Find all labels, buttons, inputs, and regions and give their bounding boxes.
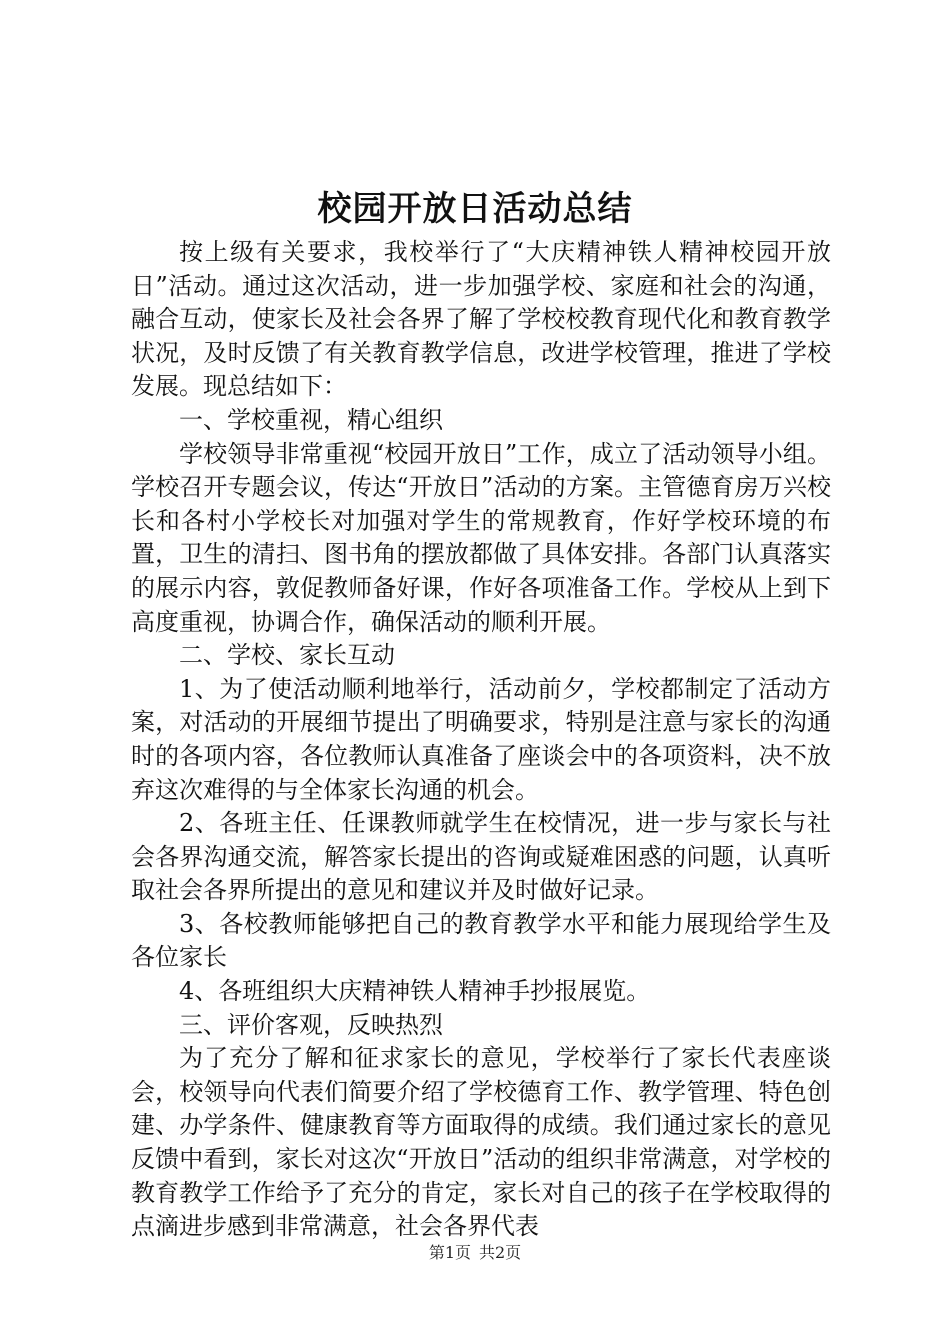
paragraph-intro: 按上级有关要求，我校举行了“大庆精神铁人精神校园开放日”活动。通过这次活动，进一步加强学校、家庭和社会的沟通，融合互动，使家长及社会各界了解了学校校教育现代化和教育教学状况，及时反馈了有关教育教学信息，改进学校管理，推进了学校发展。现总结如下： bbox=[131, 238, 831, 401]
section-heading-1: 一、学校重视，精心组织 bbox=[179, 405, 443, 434]
paragraph-item-1: 1、为了使活动顺利地举行，活动前夕，学校都制定了活动方案，对活动的开展细节提出了明确要求，特别是注意与家长的沟通时的各项内容，各位教师认真准备了座谈会中的各项资料，决不放弃这次难得的与全体家长沟通的机会。 bbox=[131, 674, 831, 804]
paragraph-item-3: 3、各校教师能够把自己的教育教学水平和能力展现给学生及各位家长 bbox=[131, 909, 831, 972]
page-number-current: 第1页 bbox=[428, 1243, 471, 1262]
document-body bbox=[131, 236, 831, 1244]
page-number-total: 共2页 bbox=[479, 1243, 522, 1262]
paragraph-item-2: 2、各班主任、任课教师就学生在校情况，进一步与家长与社会各界沟通交流，解答家长提出的咨询或疑难困惑的问题，认真听取社会各界所提出的意见和建议并及时做好记录。 bbox=[131, 809, 831, 905]
document-title: 校园开放日活动总结 bbox=[317, 189, 633, 229]
section-heading-2: 二、学校、家长互动 bbox=[179, 641, 395, 670]
paragraph-section-3: 为了充分了解和征求家长的意见，学校举行了家长代表座谈会，校领导向代表们简要介绍了学校德育工作、教学管理、特色创建、办学条件、健康教育等方面取得的成绩。我们通过家长的意见反馈中看到，家长对这次“开放日”活动的组织非常满意，对学校的教育教学工作给予了充分的肯定，家长对自己的孩子在学校取得的点滴进步感到非常满意，社会各界代表 bbox=[131, 1044, 831, 1241]
section-heading-3: 三、评价客观，反映热烈 bbox=[179, 1010, 443, 1039]
paragraph-section-1: 学校领导非常重视“校园开放日”工作，成立了活动领导小组。学校召开专题会议，传达“开放日”活动的方案。主管德育房万兴校长和各村小学校长对加强对学生的常规教育，作好学校环境的布置，卫生的清扫、图书角的摆放都做了具体安排。各部门认真落实的展示内容，敦促教师备好课，作好各项准备工作。学校从上到下高度重视，协调合作，确保活动的顺利开展。 bbox=[131, 439, 831, 636]
page-footer bbox=[0, 1242, 950, 1264]
paragraph-item-4: 4、各班组织大庆精神铁人精神手抄报展览。 bbox=[179, 977, 651, 1006]
